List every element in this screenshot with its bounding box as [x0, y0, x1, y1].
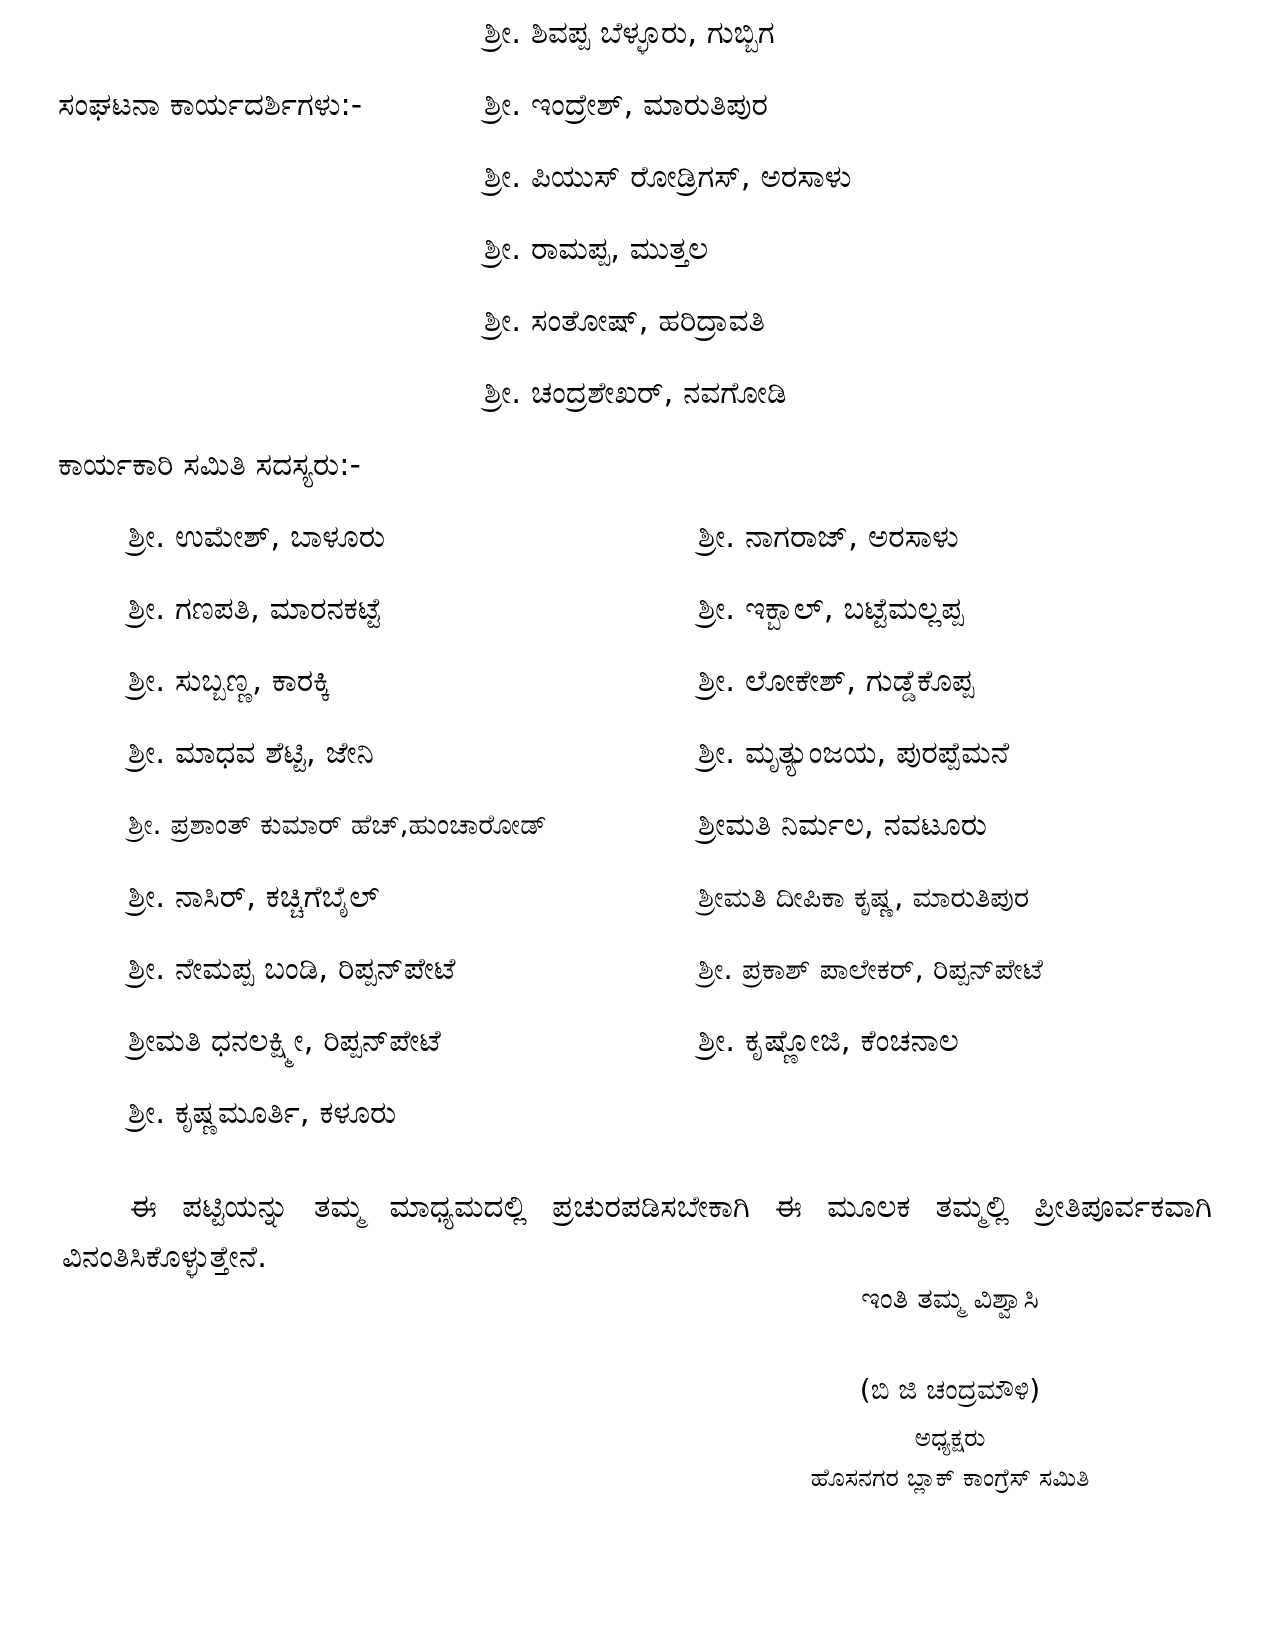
member-left: ಶ್ರೀ. ನೇಮಪ್ಪ ಬಂಡಿ, ರಿಪ್ಪನ್‌ಪೇಟೆ	[128, 951, 456, 987]
signatory-name: (ಬಿ ಜಿ ಚಂದ್ರಮೌಳಿ)	[859, 1373, 1041, 1406]
section-heading-organizing-secretaries: ಸಂಘಟನಾ ಕಾರ್ಯದರ್ಶಿಗಳು:-	[58, 87, 363, 123]
member-left: ಶ್ರೀ. ಮಾಧವ ಶೆಟ್ಟಿ, ಜೇನಿ	[128, 735, 374, 771]
member-right: ಶ್ರೀ. ಕೃಷ್ಣೋಜಿ, ಕೆಂಚನಾಲ	[698, 1023, 959, 1059]
organization-name: ಹೊಸನಗರ ಬ್ಲಾಕ್ ಕಾಂಗ್ರೆಸ್ ಸಮಿತಿ	[810, 1463, 1090, 1492]
member-right: ಶ್ರೀ. ಇಕ್ಬಾಲ್, ಬಟ್ಟೆಮಲ್ಲಪ್ಪ	[698, 591, 964, 627]
secretary-line: ಶ್ರೀ. ರಾಮಪ್ಪ, ಮುತ್ತಲ	[484, 231, 709, 267]
member-left: ಶ್ರೀಮತಿ ಧನಲಕ್ಷ್ಮೀ, ರಿಪ್ಪನ್‌ಪೇಟೆ	[128, 1023, 441, 1059]
member-right: ಶ್ರೀ. ಪ್ರಕಾಶ್ ಪಾಲೇಕರ್, ರಿಪ್ಪನ್‌ಪೇಟೆ	[698, 952, 1043, 986]
secretary-line: ಶ್ರೀ. ಇಂದ್ರೇಶ್, ಮಾರುತಿಪುರ	[484, 87, 768, 123]
section-heading-executive-members: ಕಾರ್ಯಕಾರಿ ಸಮಿತಿ ಸದಸ್ಯರು:-	[58, 447, 361, 483]
member-left: ಶ್ರೀ. ಗಣಪತಿ, ಮಾರನಕಟ್ಟೆ	[128, 591, 382, 627]
member-line: ಶ್ರೀ. ಶಿವಪ್ಪ ಬೆಳ್ಳೂರು, ಗುಬ್ಬಿಗ	[484, 15, 775, 51]
secretary-line: ಶ್ರೀ. ಪಿಯುಸ್ ರೋಡ್ರಿಗಸ್, ಅರಸಾಳು	[484, 159, 852, 195]
member-left: ಶ್ರೀ. ನಾಸಿರ್, ಕಚ್ಚಿಗೆಬೈಲ್	[128, 879, 380, 915]
member-right: ಶ್ರೀ. ಲೋಕೇಶ್, ಗುಡ್ಡೆಕೊಪ್ಪ	[698, 663, 975, 699]
member-right: ಶ್ರೀಮತಿ ನಿರ್ಮಲ, ನವಟೂರು	[698, 807, 988, 843]
member-right: ಶ್ರೀ. ನಾಗರಾಜ್, ಅರಸಾಳು	[698, 519, 959, 555]
sign-off: ಇಂತಿ ತಮ್ಮ ವಿಶ್ವಾಸಿ	[861, 1281, 1039, 1315]
member-left: ಶ್ರೀ. ಕೃಷ್ಣಮೂರ್ತಿ, ಕಳೂರು	[128, 1095, 397, 1131]
member-right: ಶ್ರೀ. ಮೃತ್ಯುಂಜಯ, ಪುರಪ್ಪೆಮನೆ	[698, 735, 1010, 771]
member-left: ಶ್ರೀ. ಪ್ರಶಾಂತ್ ಕುಮಾರ್ ಹೆಚ್,ಹುಂಚಾರೋಡ್	[128, 808, 547, 841]
secretary-line: ಶ್ರೀ. ಚಂದ್ರಶೇಖರ್, ನವಗೋಡಿ	[484, 375, 787, 411]
secretary-line: ಶ್ರೀ. ಸಂತೋಷ್, ಹರಿದ್ರಾವತಿ	[484, 303, 765, 339]
member-right: ಶ್ರೀಮತಿ ದೀಪಿಕಾ ಕೃಷ್ಣ, ಮಾರುತಿಪುರ	[698, 880, 1030, 914]
member-left: ಶ್ರೀ. ಉಮೇಶ್, ಬಾಳೂರು	[128, 519, 386, 555]
designation: ಅಧ್ಯಕ್ಷರು	[914, 1423, 986, 1452]
member-left: ಶ್ರೀ. ಸುಬ್ಬಣ್ಣ, ಕಾರಕ್ಕಿ	[128, 663, 331, 699]
closing-paragraph: ಈ ಪಟ್ಟಿಯನ್ನು ತಮ್ಮ ಮಾಧ್ಯಮದಲ್ಲಿ ಪ್ರಚುರಪಡಿಸಬೇಕಾಗಿ ಈ ಮೂಲಕ ತಮ್ಮಲ್ಲಿ ಪ್ರೀತಿಪೂರ್ವಕವಾಗಿ ವಿನಂತಿಸಿಕೊಳ್ಳುತ್ತೇನೆ.	[62, 1189, 1212, 1275]
